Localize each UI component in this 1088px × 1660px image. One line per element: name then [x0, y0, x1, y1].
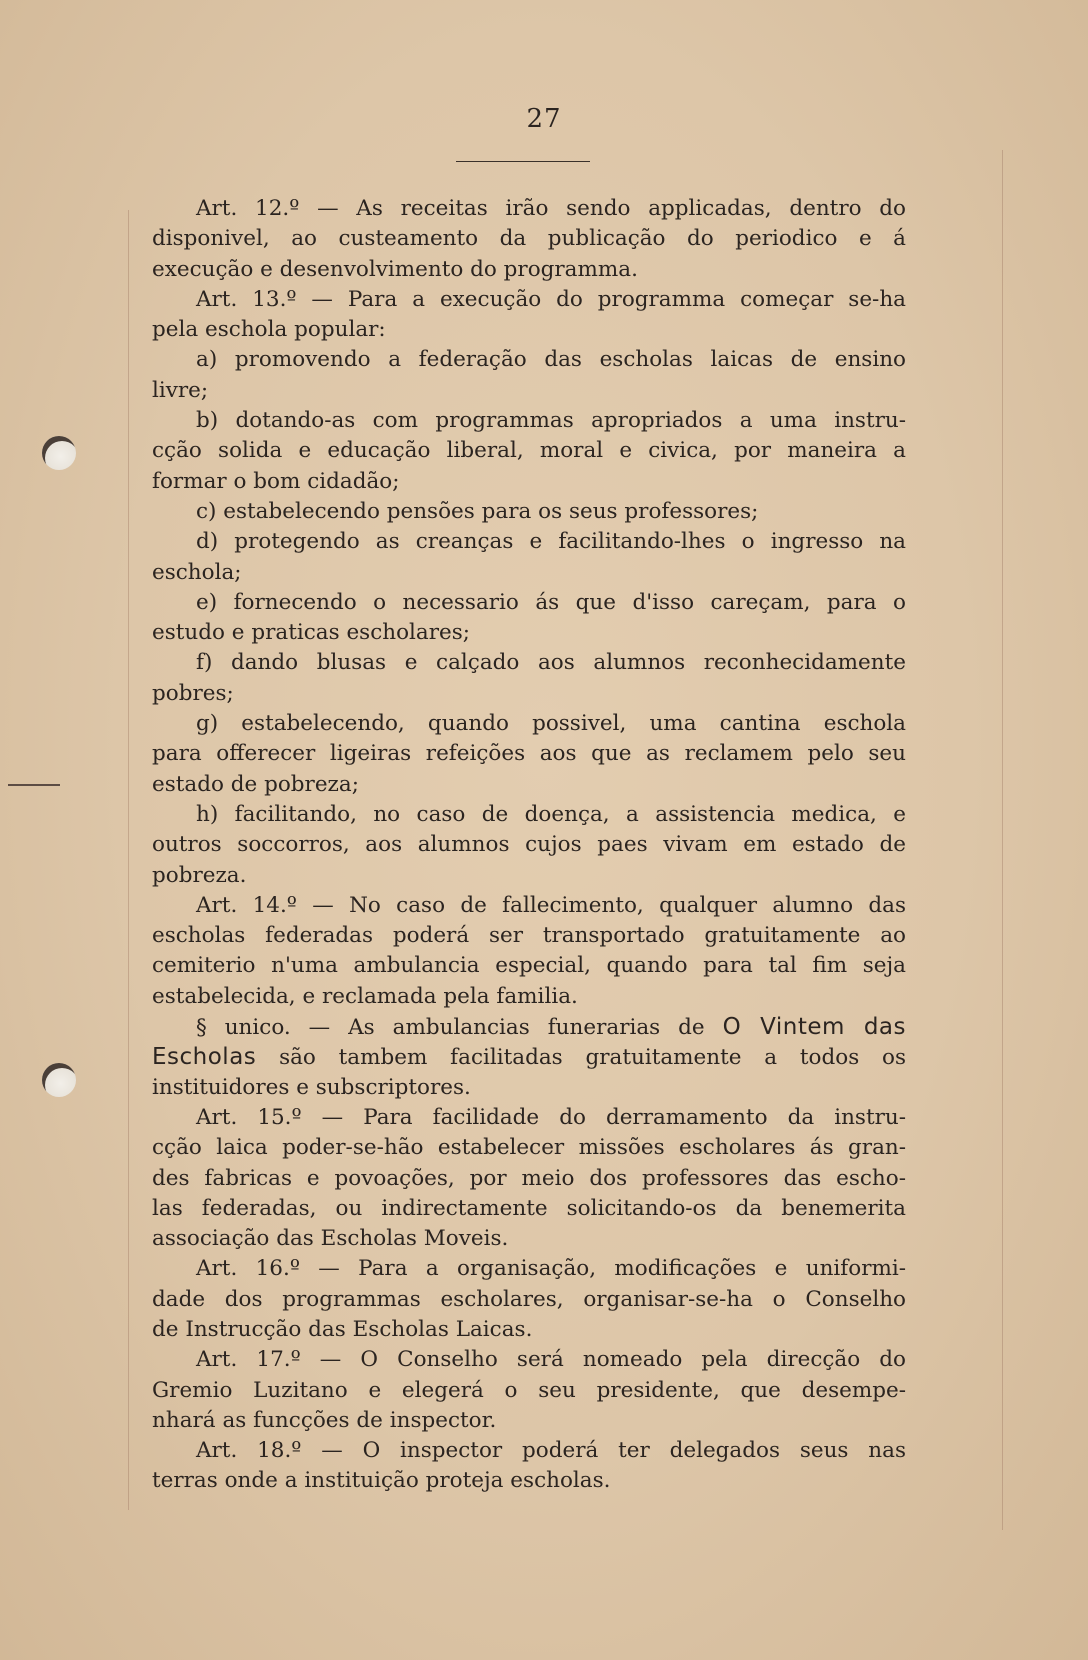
text-line: Art. 15.º — Para facilidade do derramamento da instru-: [196, 1104, 906, 1130]
left-page-edge: [128, 210, 129, 1510]
text-line: formar o bom cidadão;: [152, 468, 400, 494]
text-line: escholas federadas poderá ser transportado gratuitamente ao: [152, 923, 906, 949]
text-line: f) dando blusas e calçado aos alumnos reconhecidamente: [196, 650, 906, 676]
text-line: disponivel, ao custeamento da publicação do periodico e á: [152, 226, 906, 252]
periodical-title: Escholas: [152, 1044, 257, 1071]
punch-hole-lower: [42, 1063, 76, 1097]
text-line: pobreza.: [152, 862, 247, 888]
text-line: estado de pobreza;: [152, 771, 359, 797]
text-line: para offerecer ligeiras refeições aos que as reclamem pelo seu: [152, 741, 906, 767]
text-line: a) promovendo a federação das escholas laicas de ensino: [196, 347, 906, 373]
page-number: 27: [526, 104, 562, 134]
text-line: estudo e praticas escholares;: [152, 620, 471, 646]
text-line: Art. 16.º — Para a organisação, modificações e uniformi-: [196, 1256, 906, 1282]
text-line: des fabricas e povoações, por meio dos professores das escho-: [152, 1165, 906, 1191]
text-line: Art. 17.º — O Conselho será nomeado pela direcção do: [196, 1347, 906, 1373]
text-line: pobres;: [152, 680, 234, 706]
text-line: Gremio Luzitano e elegerá o seu presidente, que desempe-: [152, 1377, 906, 1403]
text-line: eschola;: [152, 559, 242, 585]
text-line: e) fornecendo o necessario ás que d'isso careçam, para o: [196, 589, 906, 615]
text-line: associação das Escholas Moveis.: [152, 1226, 509, 1252]
text-line: instituidores e subscriptores.: [152, 1074, 471, 1100]
periodical-title: O Vintem das: [722, 1014, 907, 1041]
text-line: cemiterio n'uma ambulancia especial, quando para tal fim seja: [152, 953, 906, 979]
text-line: pela eschola popular:: [152, 317, 386, 343]
text-line: d) protegendo as creanças e facilitando-lhes o ingresso na: [196, 529, 906, 555]
punch-hole-upper: [42, 436, 76, 470]
text-line: cção solida e educação liberal, moral e civica, por maneira a: [152, 438, 906, 464]
text-line: outros soccorros, aos alumnos cujos paes vivam em estado de: [152, 832, 906, 858]
text-line: execução e desenvolvimento do programma.: [152, 256, 638, 282]
text-line: c) estabelecendo pensões para os seus professores;: [196, 498, 759, 524]
text-line: terras onde a instituição proteja escholas.: [152, 1468, 611, 1494]
text-line: Art. 18.º — O inspector poderá ter delegados seus nas: [196, 1438, 906, 1464]
text-line: livre;: [152, 377, 209, 403]
text-line: nhará as funcções de inspector.: [152, 1407, 497, 1433]
text-line: Escholas são tambem facilitadas gratuitamente a todos os: [152, 1044, 906, 1071]
text-line: § unico. — As ambulancias funerarias de O Vintem das: [196, 1014, 907, 1041]
margin-mark: [8, 784, 60, 786]
body-text: [152, 194, 906, 1497]
text-line: g) estabelecendo, quando possivel, uma cantina eschola: [196, 711, 906, 737]
right-page-edge: [1002, 150, 1003, 1530]
text-line: h) facilitando, no caso de doença, a assistencia medica, e: [196, 801, 906, 827]
text-line: b) dotando-as com programmas apropriados a uma instru-: [196, 408, 906, 434]
text-line: Art. 12.º — As receitas irão sendo applicadas, dentro do: [196, 196, 906, 221]
text-line: Art. 13.º — Para a execução do programma começar se-ha: [196, 286, 906, 312]
text-line: las federadas, ou indirectamente solicitando-os da benemerita: [152, 1195, 906, 1221]
text-line: de Instrucção das Escholas Laicas.: [152, 1316, 533, 1342]
text-line: dade dos programmas escholares, organisar-se-ha o Conselho: [152, 1286, 906, 1312]
text-line: estabelecida, e reclamada pela familia.: [152, 983, 578, 1009]
header-rule: [456, 161, 590, 162]
text-line: Art. 14.º — No caso de fallecimento, qualquer alumno das: [196, 892, 906, 918]
text-line: cção laica poder-se-hão estabelecer missões escholares ás gran-: [152, 1135, 906, 1161]
